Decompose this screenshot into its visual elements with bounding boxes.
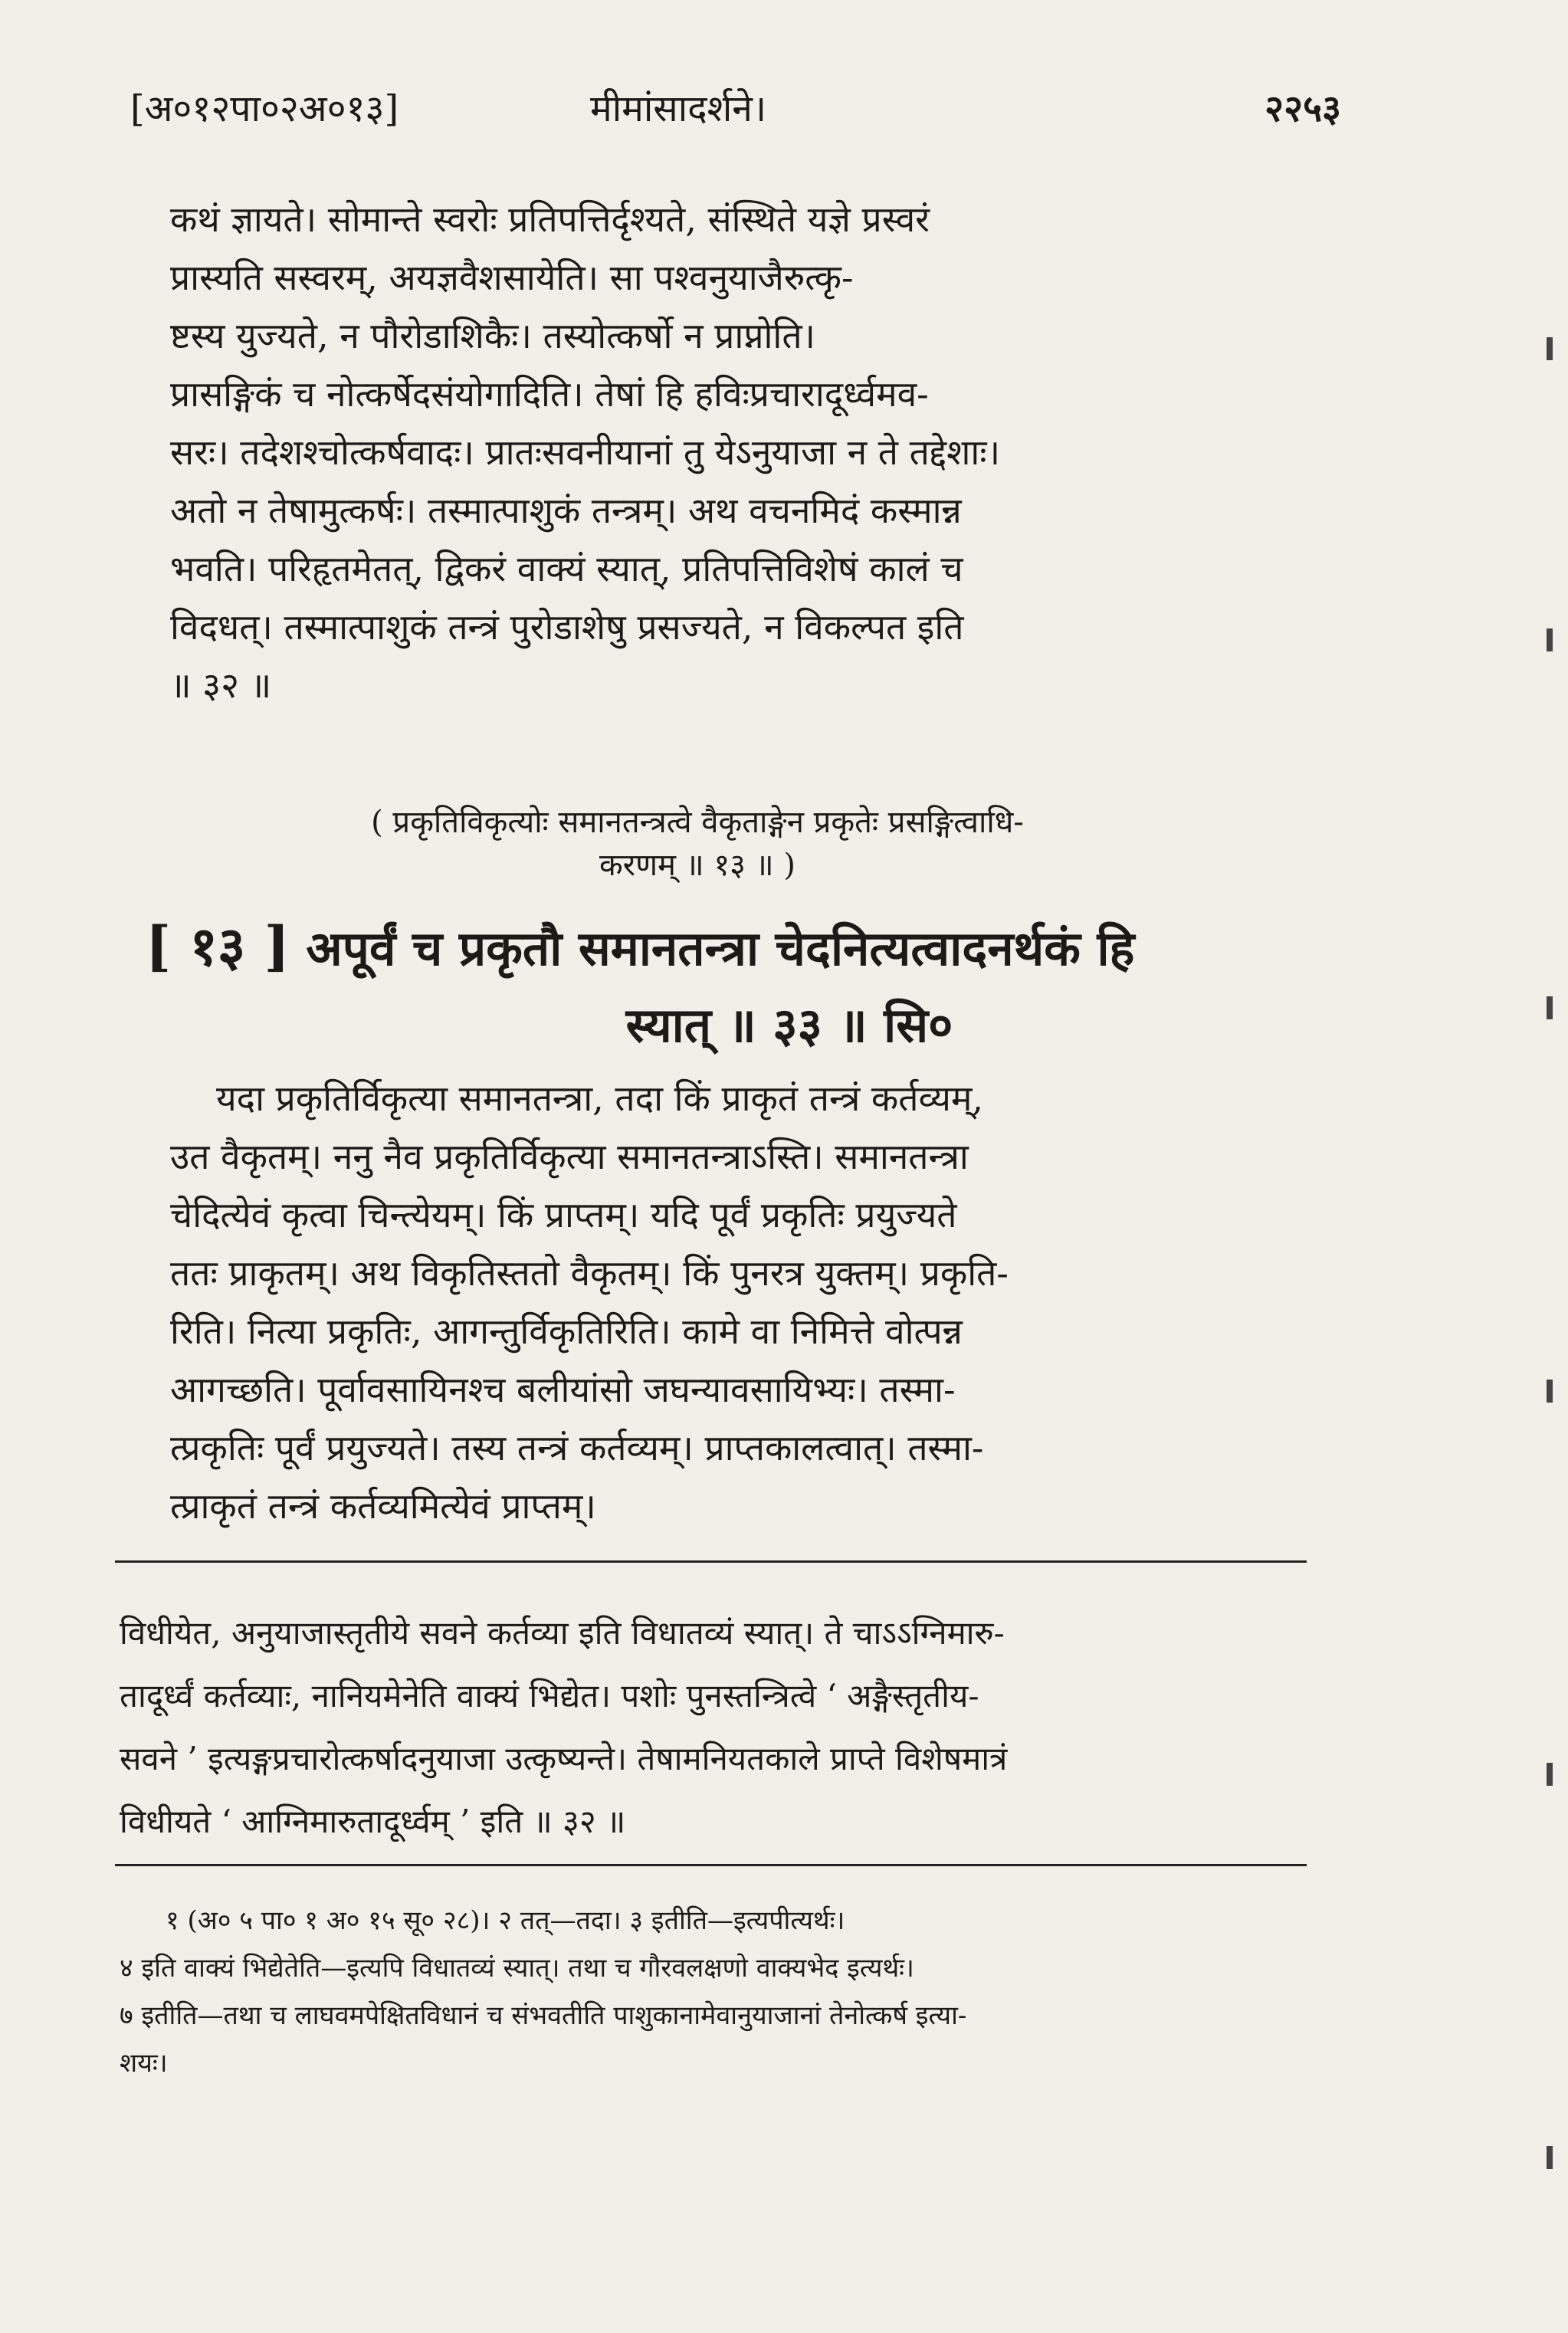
edge-mark (1547, 996, 1553, 1019)
adhikarana-title (276, 801, 1119, 887)
page-number: २२५३ (1265, 87, 1341, 130)
sutra-heading (146, 908, 1341, 1064)
verse-number: ॥ ३२ ॥ (170, 664, 272, 706)
text-line: प्रास्यति सस्वरम्, अयज्ञवैशसायेति। सा पश्वनुयाजैरुत्कृ- (170, 257, 854, 298)
edge-mark (1547, 337, 1553, 360)
bhashya-paragraph-2 (170, 1069, 1297, 1535)
adhikarana-line: ( प्रकृतिविकृत्योः समानतन्त्रत्वे वैकृताङ्गेन प्रकृतेः प्रसङ्गित्वाधि- (371, 805, 1024, 840)
footnotes-block (120, 1897, 1315, 2087)
commentary-line: विधीयेत, अनुयाजास्तृतीये सवने कर्तव्या इति विधातव्यं स्यात्। ते चाऽऽग्निमारु- (120, 1614, 1005, 1652)
commentary-line: विधीयते ‘ आग्निमारुतादूर्ध्वम् ’ इति ॥ ३२ ॥ (120, 1803, 626, 1840)
text-line: अतो न तेषामुत्कर्षः। तस्मात्पाशुकं तन्त्रम्। अथ वचनमिदं कस्मान्न (170, 490, 962, 531)
edge-mark (1547, 2146, 1553, 2169)
text-line: ततः प्राकृतम्। अथ विकृतिस्ततो वैकृतम्। किं पुनरत्र युक्तम्। प्रकृति- (170, 1252, 1009, 1294)
text-line: प्रासङ्गिकं च नोत्कर्षेदसंयोगादिति। तेषां हि हविःप्रचारादूर्ध्वमव- (170, 373, 929, 415)
edge-mark (1547, 1380, 1553, 1403)
footnote-line: शयः। (120, 2048, 168, 2079)
text-line: त्प्राकृतं तन्त्रं कर्तव्यमित्येवं प्राप्तम्। (170, 1485, 596, 1527)
sutra-line-2: स्यात् ॥ ३३ ॥ सि० (625, 997, 953, 1053)
text-line: सरः। तदेशश्चोत्कर्षवादः। प्रातःसवनीयानां तु येऽनुयाजा न ते तद्देशाः। (170, 431, 1001, 473)
adhikarana-line: करणम् ॥ १३ ॥ ) (599, 848, 795, 883)
text-line: भवति। परिहृतमेतत्, द्विकरं वाक्यं स्यात्, प्रतिपत्तिविशेषं कालं च (170, 548, 963, 589)
text-line: आगच्छति। पूर्वावसायिनश्च बलीयांसो जघन्यावसायिभ्यः। तस्मा- (170, 1369, 956, 1410)
text-line: ष्टस्य युज्यते, न पौरोडाशिकैः। तस्योत्कर्षो न प्राप्नोति। (170, 315, 815, 356)
text-line: विदधत्। तस्मात्पाशुकं तन्त्रं पुरोडाशेषु प्रसज्यते, न विकल्पत इति (170, 606, 964, 648)
text-line: त्प्रकृतिः पूर्वं प्रयुज्यते। तस्य तन्त्रं कर्तव्यम्। प्राप्तकालत्वात्। तस्मा- (170, 1427, 984, 1468)
bhashya-paragraph-1 (170, 190, 1297, 714)
sutra-number: [ १३ ] (146, 914, 290, 978)
text-line: उत वैकृतम्। ननु नैव प्रकृतिर्विकृत्या समानतन्त्राऽस्ति। समानतन्त्रा (170, 1136, 969, 1177)
text-line: यदा प्रकृतिर्विकृत्या समानतन्त्रा, तदा किं प्राकृतं तन्त्रं कर्तव्यम्, (216, 1078, 983, 1119)
commentary-line: सवने ’ इत्यङ्गप्रचारोत्कर्षादनुयाजा उत्कृष्यन्ते। तेषामनियतकाले प्राप्ते विशेषमात्रं (120, 1740, 1008, 1777)
header-reference: [अ०१२पा०२अ०१३] (130, 87, 399, 130)
sutra-line-1 (146, 908, 1341, 987)
footnote-line: ४ इति वाक्यं भिद्येतेति—इत्यपि विधातव्यं स्यात्। तथा च गौरवलक्षणो वाक्यभेद इत्यर्थः। (120, 1953, 914, 1984)
edge-mark (1547, 1763, 1553, 1786)
footnote-divider (115, 1864, 1307, 1866)
commentary-block (120, 1602, 1315, 1853)
commentary-line: तादूर्ध्वं कर्तव्याः, नानियमेनेति वाक्यं भिद्येत। पशोः पुनस्तन्त्रित्वे ‘ अङ्गैस्तृतीय- (120, 1677, 979, 1714)
header-title: मीमांसादर्शने। (590, 87, 767, 130)
edge-mark (1547, 628, 1553, 651)
page-header (130, 83, 1341, 144)
text-line: चेदित्येवं कृत्वा चिन्त्येयम्। किं प्राप्तम्। यदि पूर्वं प्रकृतिः प्रयुज्यते (170, 1194, 957, 1235)
text-line: कथं ज्ञायते। सोमान्ते स्वरोः प्रतिपत्तिर्दृश्यते, संस्थिते यज्ञे प्रस्वरं (170, 199, 930, 240)
footnote-line: १ (अ० ५ पा० १ अ० १५ सू० २८)। २ तत्—तदा। ३ इतीति—इत्यपीत्यर्थः। (166, 1905, 845, 1936)
section-divider (115, 1560, 1307, 1563)
sutra-text: अपूर्वं च प्रकृतौ समानतन्त्रा चेदनित्यत्वादनर्थकं हि (306, 920, 1135, 976)
text-line: रिति। नित्या प्रकृतिः, आगन्तुर्विकृतिरिति। कामे वा निमित्ते वोत्पन्न (170, 1311, 963, 1352)
binding-edge-marks (1547, 307, 1554, 2299)
footnote-line: ७ इतीति—तथा च लाघवमपेक्षितविधानं च संभवतीति पाशुकानामेवानुयाजानां तेनोत्कर्ष इत्या- (120, 2000, 967, 2031)
